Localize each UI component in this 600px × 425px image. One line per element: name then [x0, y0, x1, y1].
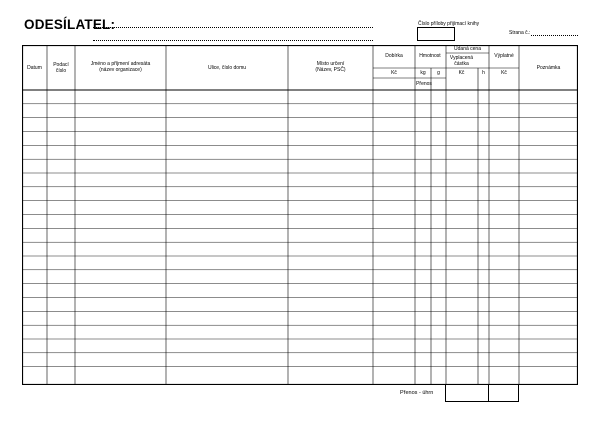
col-poznamka-header: Poznámka — [536, 65, 561, 71]
col-dobirka-unit: Kč — [391, 70, 397, 76]
sender-label: ODESÍLATEL: — [24, 17, 116, 32]
page-number-label: Strana č.: — [509, 30, 531, 36]
table-lines — [22, 45, 578, 385]
col-vyplatne-header: Výplatné — [494, 53, 514, 59]
col-misto-header: Místo určení (Název, PSČ) — [315, 61, 346, 73]
col-ulice-header: Ulice, číslo domu — [207, 65, 247, 71]
col-hmotnost-header: Hmotnost — [419, 53, 441, 59]
sender-line-2[interactable] — [93, 40, 373, 41]
col-jmeno-header: Jméno a příjmení adresáta (název organizace) — [90, 61, 151, 73]
register-table — [22, 45, 578, 385]
prenos-uhrn-label: Přenos - úhrn — [400, 390, 434, 396]
col-udana-cena-header: Udaná cena — [454, 46, 481, 52]
sender-line-1[interactable] — [93, 27, 373, 28]
page-number-field[interactable] — [531, 35, 578, 36]
prenos-label: Přenos — [416, 81, 432, 87]
col-datum-header: Datum — [27, 65, 42, 71]
col-vyplatne-unit: Kč — [501, 70, 507, 76]
table-border — [23, 46, 578, 385]
book-number-label: Číslo příloby přijímací knihy — [418, 21, 480, 27]
col-hmotnost-g: g — [437, 70, 440, 76]
prenos-uhrn-divider — [488, 385, 489, 402]
col-hmotnost-kg: kg — [420, 70, 426, 76]
col-dobirka-header: Dobírka — [385, 53, 403, 59]
col-vyplacena-h: h — [482, 70, 485, 76]
prenos-uhrn-box[interactable] — [445, 385, 519, 402]
col-vyplacena-kc: Kč — [458, 70, 465, 76]
col-vyplacena-castka-header: Vyplacená částka — [449, 55, 474, 67]
col-podaci-cislo-header: Podací číslo — [53, 62, 69, 74]
table-rows — [22, 104, 578, 367]
book-number-field[interactable] — [417, 27, 455, 41]
